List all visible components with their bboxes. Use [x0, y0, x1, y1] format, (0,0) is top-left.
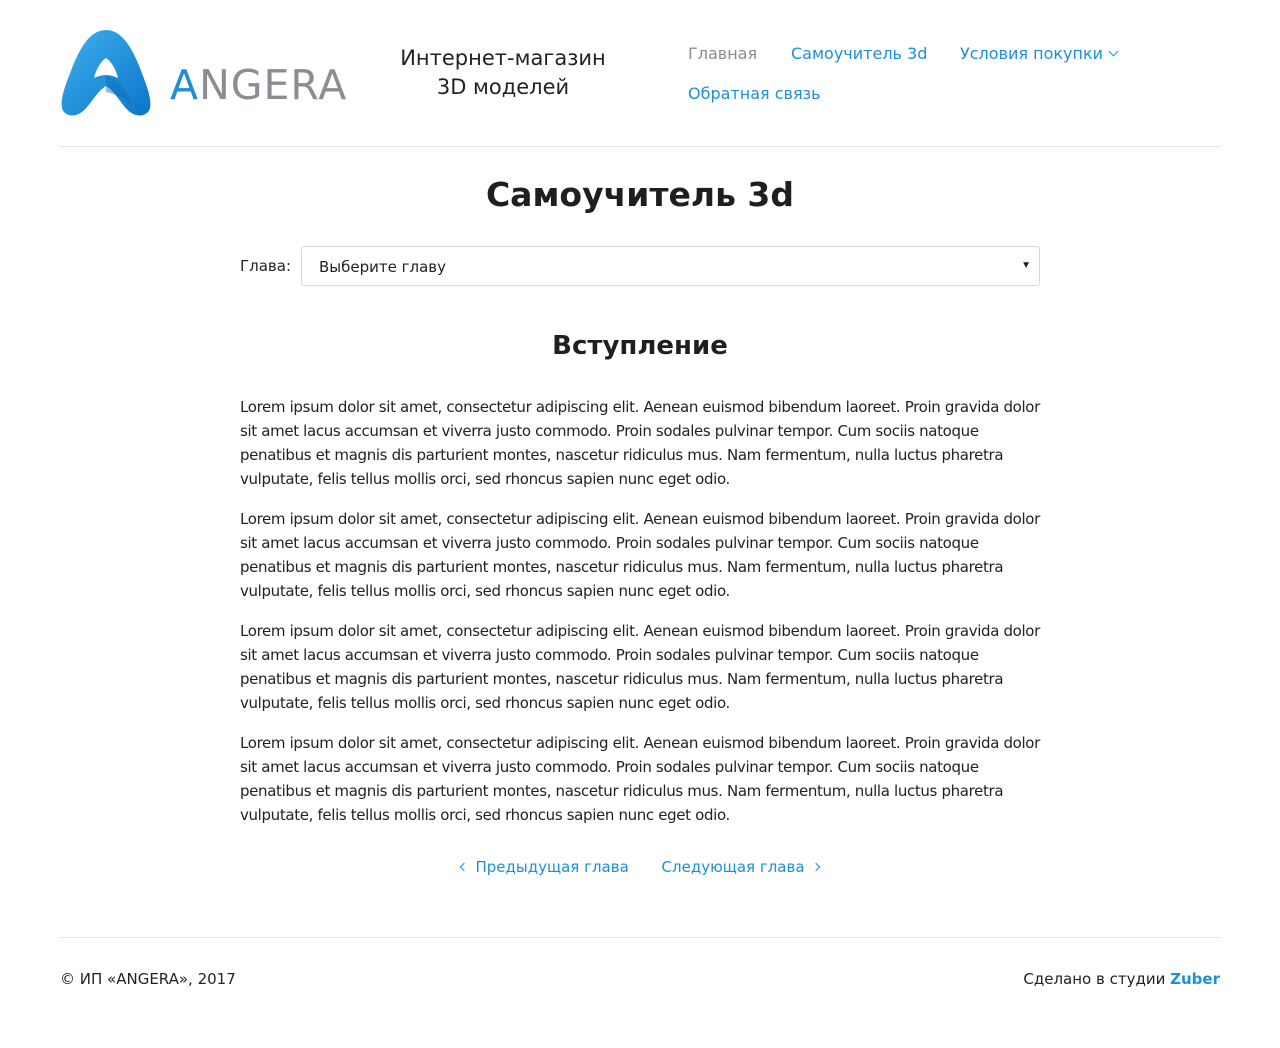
studio-link[interactable]: Zuber	[1170, 970, 1220, 988]
angera-logo-icon	[60, 28, 152, 118]
logo-letter-a: A	[170, 61, 200, 109]
made-by	[1023, 968, 1220, 990]
chevron-down-icon	[1109, 47, 1119, 57]
paragraph: Lorem ipsum dolor sit amet, consectetur adipiscing elit. Aenean euismod bibendum laoreet. Proin gravida dolor sit amet lacus accumsan et viverra justo commodo. Proin sodales pulvinar tempor. Cum sociis natoque penatibus et magnis dis parturient montes, nascetur ridiculus mus. Nam fermentum, nulla luctus pharetra vulputate, felis tellus mollis orci, sed rhoncus sapien nunc eget odio.	[240, 622, 1040, 712]
nav-feedback-link[interactable]: Обратная связь	[688, 84, 821, 103]
site-footer	[60, 937, 1220, 1017]
section-title: Вступление	[552, 331, 728, 361]
chevron-right-icon	[811, 863, 819, 871]
tagline-line2: 3D моделей	[436, 75, 570, 99]
site-tagline	[390, 44, 616, 102]
next-chapter-link[interactable]	[662, 855, 819, 879]
logo-link[interactable]	[60, 28, 350, 118]
paragraph: Lorem ipsum dolor sit amet, consectetur adipiscing elit. Aenean euismod bibendum laoreet. Proin gravida dolor sit amet lacus accumsan et viverra justo commodo. Proin sodales pulvinar tempor. Cum sociis natoque penatibus et magnis dis parturient montes, nascetur ridiculus mus. Nam fermentum, nulla luctus pharetra vulputate, felis tellus mollis orci, sed rhoncus sapien nunc eget odio.	[240, 734, 1040, 824]
nav-terms-dropdown[interactable]	[960, 42, 1117, 66]
next-chapter-label: Следующая глава	[661, 858, 805, 876]
made-by-label: Сделано в студии	[1023, 970, 1166, 988]
tagline-line1: Интернет-магазин	[400, 46, 606, 70]
nav-terms-label: Условия покупки	[960, 44, 1104, 63]
prev-chapter-link[interactable]	[461, 855, 628, 879]
chapter-pager	[240, 855, 1040, 879]
caret-down-icon: ▼	[1021, 260, 1031, 271]
chevron-left-icon	[460, 863, 468, 871]
logo-text: ANGERA	[170, 61, 348, 109]
copyright-text: © ИП «ANGERA», 2017	[60, 970, 236, 988]
article-body	[240, 395, 1040, 843]
page-title: Самоучитель 3d	[485, 175, 795, 214]
nav-tutorial-link[interactable]: Самоучитель 3d	[791, 44, 928, 63]
prev-chapter-label: Предыдущая глава	[475, 858, 629, 876]
chapter-label: Глава:	[240, 257, 292, 275]
paragraph: Lorem ipsum dolor sit amet, consectetur adipiscing elit. Aenean euismod bibendum laoreet. Proin gravida dolor sit amet lacus accumsan et viverra justo commodo. Proin sodales pulvinar tempor. Cum sociis natoque penatibus et magnis dis parturient montes, nascetur ridiculus mus. Nam fermentum, nulla luctus pharetra vulputate, felis tellus mollis orci, sed rhoncus sapien nunc eget odio.	[240, 510, 1040, 600]
paragraph: Lorem ipsum dolor sit amet, consectetur adipiscing elit. Aenean euismod bibendum laoreet. Proin gravida dolor sit amet lacus accumsan et viverra justo commodo. Proin sodales pulvinar tempor. Cum sociis natoque penatibus et magnis dis parturient montes, nascetur ridiculus mus. Nam fermentum, nulla luctus pharetra vulputate, felis tellus mollis orci, sed rhoncus sapien nunc eget odio.	[240, 398, 1040, 488]
nav-home-link[interactable]: Главная	[688, 44, 758, 63]
site-header	[60, 0, 1220, 147]
chapter-select-value: Выберите главу	[319, 258, 446, 276]
chapter-select[interactable]	[301, 246, 1040, 286]
